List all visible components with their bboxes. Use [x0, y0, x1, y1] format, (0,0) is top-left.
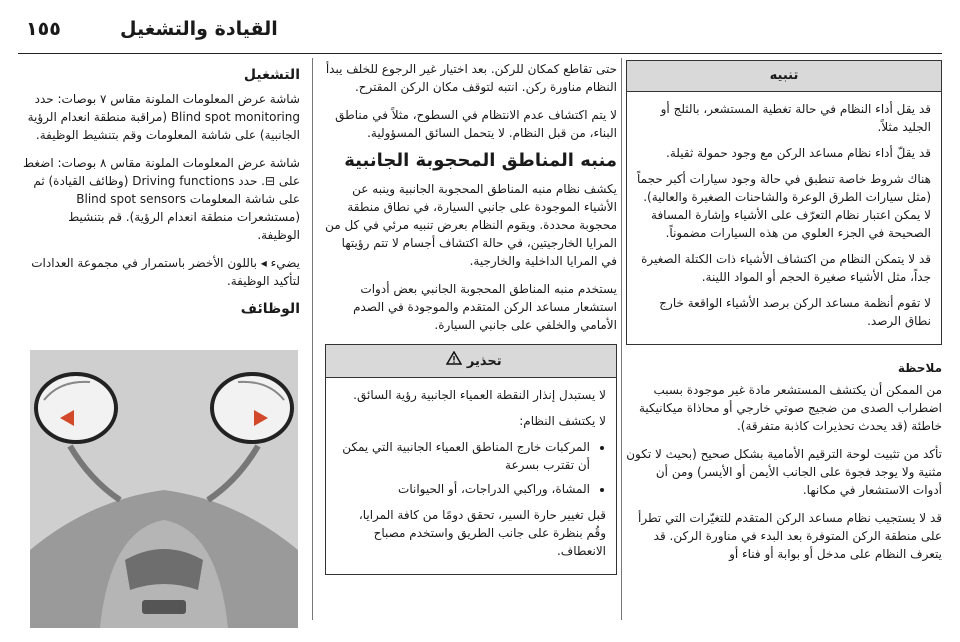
- notice-box: [626, 60, 942, 345]
- page-header: [0, 0, 960, 50]
- column-middle: [325, 60, 617, 589]
- notice-body: [627, 92, 941, 344]
- notice-paragraph: قد يقل أداء النظام في حالة تغطية المستشعر، بالثلج أو الجليد مثلاً.: [660, 102, 931, 134]
- warning-outro: قبل تغيير حارة السير، تحقق دومًا من كافة المرايا، وقُم بنظرة على جانب الطريق واستخدم مصباح الانعطاف.: [358, 508, 606, 558]
- warning-header: [326, 345, 616, 378]
- intro-paragraph: حتى تقاطع كمكان للركن. بعد اختيار غير الرجوع للخلف يبدأ النظام مناورة ركن. انتبه لتوقف مكان الركن المقترح.: [325, 62, 617, 94]
- column-right: [626, 60, 942, 573]
- note-paragraph: من الممكن أن يكتشف المستشعر مادة غير موجودة بسبب اضطراب الصدى من ضجيج صوتي خارجي أو محاذاة ميكانيكية خاطئة (قد يحدث تحذيرات كاذبة متفرقة).: [638, 383, 942, 433]
- operation-paragraph: شاشة عرض المعلومات الملونة مقاس ٧ بوصات: حدد Blind spot monitoring (مراقبة منطقة انعدام الرؤية الجانبية) على شاشة المعلومات وقم بتنشيط الوظيفة.: [27, 92, 300, 142]
- warning-list: [336, 438, 606, 498]
- warning-bullet: • المركبات خارج المناطق العمياء الجانبية التي يمكن أن تقترب بسرعة: [336, 438, 590, 474]
- warning-title: تحذير: [466, 354, 502, 369]
- warning-box: [325, 344, 617, 575]
- column-left: [22, 60, 300, 324]
- notice-paragraph: قد يقلّ أداء نظام مساعد الركن مع وجود حمولة ثقيلة.: [666, 146, 931, 160]
- header-rule: [18, 53, 942, 54]
- section-title: منبه المناطق المحجوبة الجانبية: [344, 150, 617, 171]
- functions-title: الوظائف: [240, 301, 300, 317]
- notice-paragraph: لا تقوم أنظمة مساعد الركن برصد الأشياء الواقعة خارج نطاق الرصد.: [659, 296, 931, 328]
- warning-bullet: • المشاة، وراكبي الدراجات، أو الحيوانات: [336, 480, 590, 498]
- column-divider: [621, 58, 622, 620]
- intro-paragraph: لا يتم اكتشاف عدم الانتظام في السطوح، مثلاً في مناطق البناء، من قبل النظام. لا يتحمل السائق المسؤولية.: [335, 108, 617, 140]
- warning-lead: لا يكتشف النظام:: [519, 414, 606, 428]
- notice-title: تنبيه: [627, 61, 941, 92]
- warning-intro: لا يستبدل إنذار النقطة العمياء الجانبية رؤية السائق.: [353, 388, 606, 402]
- car-mirrors-illustration: [30, 350, 298, 628]
- section-paragraph: يكشف نظام منبه المناطق المحجوبة الجانبية وينبه عن الأشياء الموجودة على جانبي السيارة، في نطاق منطقة محجوبة محددة. ويقوم النظام بعرض تنبيه مرئي في كل من المرايا الخارجيتين، في حالة اكتشاف أجسام لا تتم رؤيتها في المرايا الداخلية والخارجية.: [325, 182, 617, 268]
- note-paragraph: تأكد من تثبيت لوحة الترقيم الأمامية بشكل صحيح (بحيث لا تكون مثنية ولا يوجد فجوة على الجانب الأيمن أو الأيسر) ومن أن أدوات الاستشعار في مكانها.: [626, 447, 942, 497]
- notice-paragraph: هناك شروط خاصة تنطبق في حالة وجود سيارات أكبر حجماً (مثل سيارات الطرق الوعرة والشاحنات الصغيرة والعالية). لا يمكن اعتبار نظام التعرّف على الأشياء وإشارة المسافة الصحيحة في الجزء العلوي من هذه السيارات مضموناً.: [637, 172, 931, 240]
- notice-paragraph: قد لا يتمكن النظام من اكتشاف الأشياء ذات الكتلة الصغيرة جداً، مثل الأشياء صغيرة الحجم أو المواد اللينة.: [641, 252, 931, 284]
- warning-triangle-icon: [446, 351, 462, 371]
- operation-title: التشغيل: [243, 67, 300, 83]
- column-divider: [312, 58, 313, 620]
- note-title: ملاحظة: [897, 361, 942, 375]
- note-paragraph: قد لا يستجيب نظام مساعد الركن المتقدم للتغيّرات التي تطرأ على منطقة الركن المتوفرة بعد البدء في مناورة الركن. قد يتعرف النظام على مدخل أو بوابة أو فناء أو: [637, 511, 942, 561]
- page-number: ١٥٥: [26, 18, 61, 40]
- operation-paragraph: يضيء ◂ باللون الأخضر باستمرار في مجموعة العدادات لتأكيد الوظيفة.: [31, 256, 300, 288]
- chapter-title: القيادة والتشغيل: [120, 18, 278, 40]
- operation-paragraph: شاشة عرض المعلومات الملونة مقاس ٨ بوصات: اضغط على ⊟. حدد Driving functions (وظائف القيادة) ثم على شاشة المعلومات Blind spot sensors (مستشعرات منطقة انعدام الرؤية). قم بتنشيط الوظيفة.: [22, 156, 300, 242]
- section-paragraph: يستخدم منبه المناطق المحجوبة الجانبي بعض أدوات استشعار مساعد الركن المتقدم والموجودة في الصدم الأمامي والخلفي على جانبي السيارة.: [353, 282, 617, 332]
- warning-body: [326, 378, 616, 574]
